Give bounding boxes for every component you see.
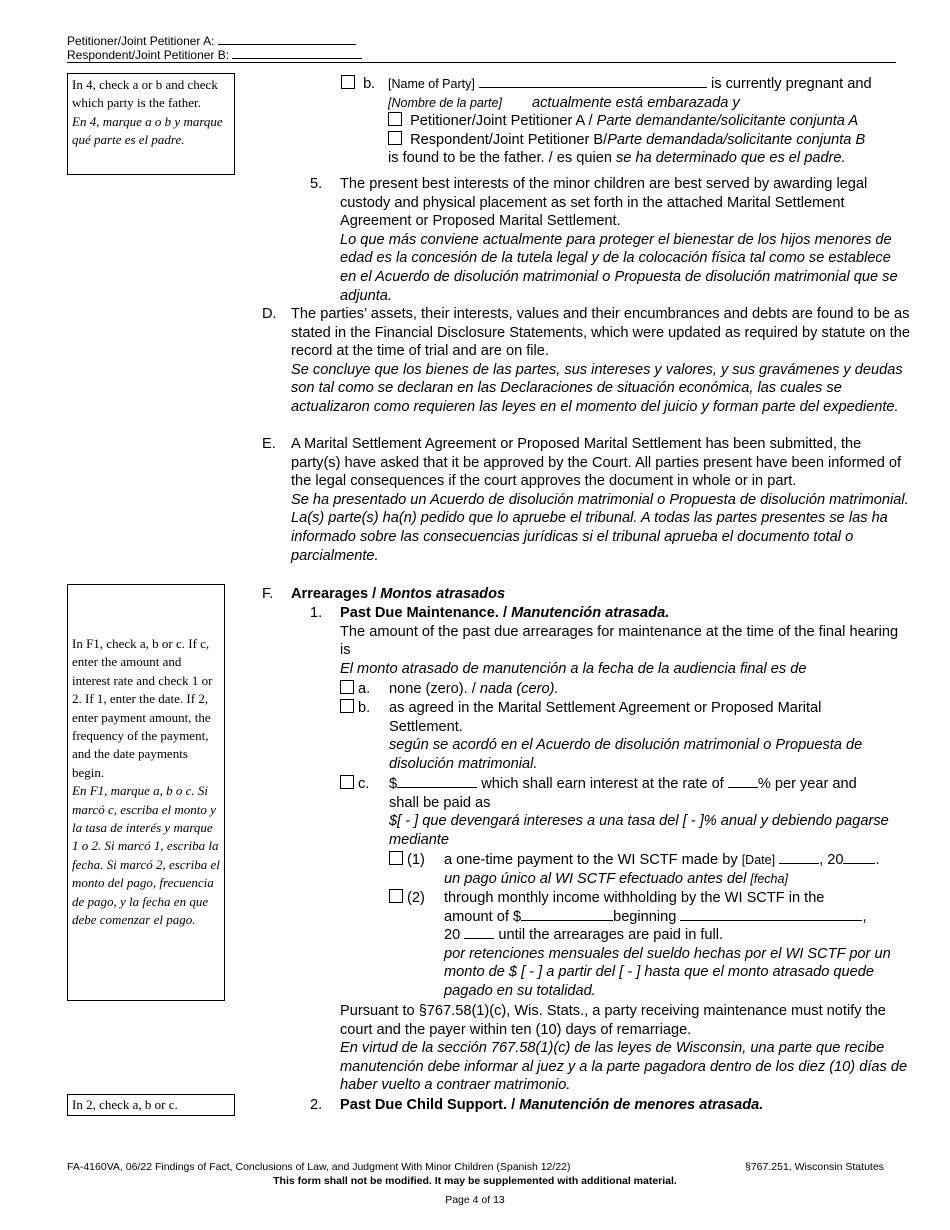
f1-b-checkbox[interactable] — [340, 699, 354, 713]
f2-title — [340, 1096, 763, 1115]
f1-c-amount-field[interactable] — [397, 776, 477, 788]
f1-c2-begin-field[interactable] — [680, 909, 862, 921]
f1-c2-num: (2) — [407, 890, 425, 906]
respondent-label: Respondent/Joint Petitioner B: — [67, 48, 230, 62]
f1-pursuant-es: En virtud de la sección 767.58(1)(c) de las leyes de Wisconsin, una parte que recibe manutención debe informar al juez y a la parte pagadora dentro de los diez (10) días de haber vuelto a contraer matrimonio. — [340, 1040, 908, 1094]
f1-a-checkbox[interactable] — [340, 680, 354, 694]
f1-pursuant-en: Pursuant to §767.58(1)(c), Wis. Stats., a party receiving maintenance must notify the court and the payer within ten (10) days of remarriage. — [340, 1003, 886, 1038]
f2-title-es: Manutención de menores atrasada. — [519, 1097, 764, 1113]
f1-c2-twenty: 20 — [444, 927, 461, 944]
f1-option-c — [340, 775, 369, 794]
f1-option-a — [340, 680, 370, 699]
f1-c2-es: por retenciones mensuales del sueldo hechas por el WI SCTF por un monto de $ [ - ] a partir del [ - ] hasta que el monto atrasado quede pagado en su totalidad. — [444, 945, 891, 999]
f1-c1-date-label: [Date] — [741, 853, 776, 867]
f1-a-text — [389, 680, 559, 699]
footer-statute: §767.251, Wisconsin Statutes — [745, 1161, 884, 1173]
name-of-party-label-es: [Nombre de la parte] — [388, 95, 502, 110]
f1-c-paid: shall be paid as — [389, 794, 491, 811]
f1-c2-until: until the arrearages are paid in full. — [498, 927, 724, 944]
item-5-es: Lo que más conviene actualmente para proteger el bienestar de los hijos menores de edad es la concesión de la tutela legal y de la colocación física tal como se establece en el Acuerdo de disolución matrimonial o Propuesta de disolución matrimonial que se adjunta. — [340, 231, 898, 304]
f1-c1-year-field[interactable] — [843, 852, 875, 864]
f1-c-rate-field[interactable] — [728, 776, 758, 788]
header-petitioner — [67, 33, 356, 48]
party-b-es: Parte demandada/solicitante conjunta B — [607, 131, 866, 148]
item-4b — [341, 75, 901, 168]
f1-c2-checkbox[interactable] — [389, 889, 403, 903]
item-5-en: The present best interests of the minor children are best served by awarding legal custody and physical placement as set forth in the attached Marital Settlement Agreement or Proposed Marital Settlement. — [340, 176, 868, 230]
f1-title — [340, 604, 900, 623]
f1-c1-year: , 20 — [819, 852, 844, 868]
sidenote-f2 — [67, 1094, 235, 1116]
party-a-checkbox[interactable] — [388, 112, 402, 126]
f1-a-letter: a. — [358, 681, 371, 697]
sidenote-item4 — [67, 73, 235, 175]
f1-b-letter: b. — [358, 700, 371, 716]
father-en: is found to be the father. / es quien — [388, 150, 616, 167]
f1-a-en: none (zero). / — [389, 681, 480, 697]
item-e-es: Se ha presentado un Acuerdo de disolución matrimonial o Propuesta de disolución matrimonial. La(s) parte(s) ha(n) pedido que lo apruebe el tribunal. A todas las partes presentes se las ha informado sobre las consecuencias jurídicas si el tribunal aprueba el documento total o parcialmente. — [291, 491, 909, 564]
party-b-checkbox[interactable] — [388, 131, 402, 145]
f1-pursuant — [340, 1002, 910, 1095]
item-d-en: The parties’ assets, their interests, values and their encumbrances and debts are found to be as stated in the Financial Disclosure Statements, which were updated as required by statute on the record at the time of trial and are on file. — [291, 306, 910, 360]
f2-title-en: Past Due Child Support. / — [340, 1097, 520, 1113]
f1-b-text — [389, 699, 899, 773]
f1-c-letter: c. — [358, 776, 370, 792]
party-b-en: Respondent/Joint Petitioner B/ — [410, 131, 608, 148]
f1-c1-option — [389, 851, 425, 870]
f1-c2-amount-field[interactable] — [521, 909, 613, 921]
item-5-number: 5. — [310, 176, 323, 192]
sidenote-item4-es: En 4, marque a o b y marque qué parte es el padre. — [72, 113, 223, 148]
f1-number: 1. — [310, 605, 323, 621]
item-d-letter: D. — [262, 306, 277, 322]
f1-b-en: as agreed in the Marital Settlement Agreement or Proposed Marital Settlement. — [389, 700, 822, 735]
item-d — [291, 305, 911, 417]
sidenote-item4-en: In 4, check a or b and check which party is the father. — [72, 77, 218, 111]
sidenote-f1-en: In F1, check a, b or c. If c, enter the amount and interest rate and check 1 or 2. If 1, enter the date. If 2, enter payment amount, the frequency of the payment, and the date payments begin. — [72, 636, 213, 780]
f1-c1-checkbox[interactable] — [389, 851, 403, 865]
pregnant-es: actualmente está embarazada y — [532, 94, 740, 111]
f1-c2-beginning: beginning — [613, 908, 677, 925]
f1-c2-year-field[interactable] — [464, 927, 494, 939]
f1-c-es: $[ - ] que devengará intereses a una tasa del [ - ]% anual y debiendo pagarse mediante — [389, 813, 889, 848]
petitioner-label: Petitioner/Joint Petitioner A: — [67, 34, 215, 48]
f1-c2-text: through monthly income withholding by the WI SCTF in the amount of $ beginning , 20 until the arrearages are paid in full. por retenciones mensuales del sueldo hechas por el WI SCTF por un monto de $ [ - ] a partir del [ - ] hasta que el monto atrasado quede pagado en su totalidad. — [444, 889, 904, 1001]
page-number: Page 4 of 13 — [445, 1194, 505, 1206]
f1-c-pct: % per year and — [757, 776, 857, 792]
f1-c2-line1: through monthly income withholding by the WI SCTF in the — [444, 890, 825, 906]
item-e-en: A Marital Settlement Agreement or Proposed Marital Settlement has been submitted, the party(s) have asked that it be approved by the Court. All parties present have been informed of the legal consequences if the court approves the document in whole or in part. — [291, 436, 902, 490]
f1-c1-text: a one-time payment to the WI SCTF made by [Date] , 20 . un pago único al WI SCTF efectuado antes del [fecha] — [444, 852, 880, 887]
item-f-title-es: Montos atrasados — [380, 586, 506, 602]
sidenote-f2-en: In 2, check a, b or c. — [72, 1097, 178, 1112]
party-a-en: Petitioner/Joint Petitioner A / — [410, 113, 597, 130]
petitioner-field[interactable] — [218, 33, 356, 45]
sidenote-f1 — [67, 584, 225, 1001]
item-e-letter: E. — [262, 436, 276, 452]
f2-number: 2. — [310, 1097, 323, 1113]
pregnant-en: is currently pregnant and — [710, 76, 872, 92]
f1-option-b — [340, 699, 370, 718]
f1-c-interest: which shall earn interest at the rate of — [481, 776, 724, 792]
item-5 — [340, 175, 910, 305]
item-e — [291, 435, 911, 565]
sidenote-f1-es: En F1, marque a, b o c. Si marcó c, escriba el monto y la tasa de interés y marque 1 o 2. Si marcó 1, escriba la fecha. Si marcó 2, escriba el monto del pago, frecuencia de pago, y la fecha en que debe comenzar el pago. — [72, 783, 220, 928]
f1-c2-option — [389, 889, 425, 908]
party-a-es: Parte demandante/solicitante conjunta A — [596, 113, 859, 130]
footer-form-id: FA-4160VA, 06/22 Findings of Fact, Conclusions of Law, and Judgment With Minor Children (Spanish 12/22) — [67, 1161, 571, 1173]
f1-c1-date-field[interactable] — [779, 852, 819, 864]
f1-c1-num: (1) — [407, 852, 425, 868]
f1-c1-en: a one-time payment to the WI SCTF made by — [444, 852, 738, 868]
f1-b-es: según se acordó en el Acuerdo de disolución matrimonial o Propuesta de disolución matrimonial. — [389, 737, 863, 772]
item-4b-checkbox[interactable] — [341, 75, 355, 89]
f1-a-es: nada (cero). — [479, 681, 559, 697]
header-respondent — [67, 47, 362, 62]
f1-c1-es: un pago único al WI SCTF efectuado antes del — [444, 870, 747, 887]
f1-c2-amount-label: amount of $ — [444, 908, 522, 925]
f1-title-es: Manutención atrasada. — [511, 605, 670, 621]
f1-c-text — [389, 775, 901, 849]
father-es: se ha determinado que es el padre. — [615, 150, 846, 167]
f1-block — [340, 604, 900, 678]
respondent-field[interactable] — [232, 47, 362, 59]
footer-notice: This form shall not be modified. It may be supplemented with additional material. — [273, 1175, 677, 1187]
f1-c-checkbox[interactable] — [340, 775, 354, 789]
f1-intro-es: El monto atrasado de manutención a la fecha de la audiencia final es de — [340, 660, 807, 677]
f1-intro-en: The amount of the past due arrearages for maintenance at the time of the final hearing is — [340, 623, 899, 659]
header-divider — [67, 62, 896, 63]
item-4b-letter: b. — [363, 76, 376, 92]
item-f-letter: F. — [262, 586, 274, 602]
f1-c-dollar: $ — [389, 776, 398, 792]
item-f-title — [291, 585, 505, 604]
f1-c1-date-es: [fecha] — [750, 871, 788, 886]
item-f-title-en: Arrearages / — [291, 586, 381, 602]
f1-title-en: Past Due Maintenance. / — [340, 605, 512, 621]
name-of-party-label: [Name of Party] — [388, 77, 475, 91]
name-of-party-field[interactable] — [479, 76, 707, 88]
item-d-es: Se concluye que los bienes de las partes, sus intereses y valores, y sus gravámenes y deudas son tal como se declaran en las Declaraciones de situación económica, las cuales se actualizaron como requieren las leyes en el momento del juicio y forman parte del expediente. — [291, 361, 903, 415]
